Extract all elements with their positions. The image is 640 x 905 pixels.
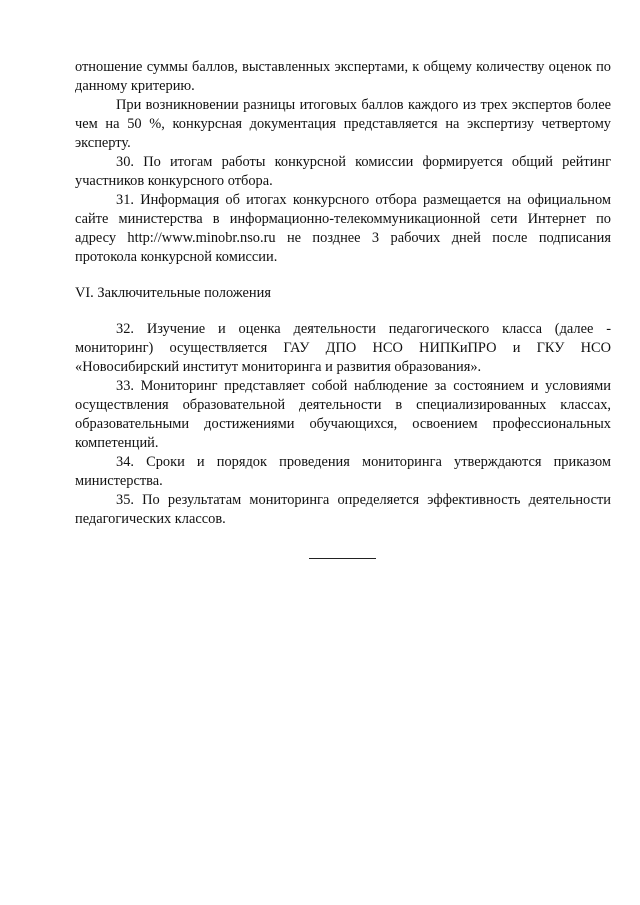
paragraph-continuation: отношение суммы баллов, выставленных экспертами, к общему количеству оценок по данному критерию. [75, 59, 611, 94]
section-heading: VI. Заключительные положения [75, 285, 271, 301]
paragraph-33: 33. Мониторинг представляет собой наблюдение за состоянием и условиями осуществления образовательной деятельности в специализированных классах, образовательными достижениями обучающихся, освоением профессиональных компетенций. [75, 378, 611, 451]
paragraph-35: 35. По результатам мониторинга определяется эффективность деятельности педагогических классов. [75, 492, 611, 527]
paragraph-31: 31. Информация об итогах конкурсного отбора размещается на официальном сайте министерства в информационно-телекоммуникационной сети Интернет по адресу http://www.minobr.nso.ru не позднее 3 рабочих дней после подписания протокола конкурсной комиссии. [75, 192, 611, 265]
paragraph-32: 32. Изучение и оценка деятельности педагогического класса (далее - мониторинг) осуществляется ГАУ ДПО НСО НИПКиПРО и ГКУ НСО «Новосибирский институт мониторинга и развития образования». [75, 321, 611, 375]
end-rule-divider [309, 558, 376, 559]
paragraph-34: 34. Сроки и порядок проведения мониторинга утверждаются приказом министерства. [75, 454, 611, 489]
paragraph-30: 30. По итогам работы конкурсной комиссии формируется общий рейтинг участников конкурсного отбора. [75, 154, 611, 189]
paragraph-expert-difference: При возникновении разницы итоговых баллов каждого из трех экспертов более чем на 50 %, конкурсная документация представляется на экспертизу четвертому эксперту. [75, 97, 611, 151]
document-body [75, 58, 611, 529]
